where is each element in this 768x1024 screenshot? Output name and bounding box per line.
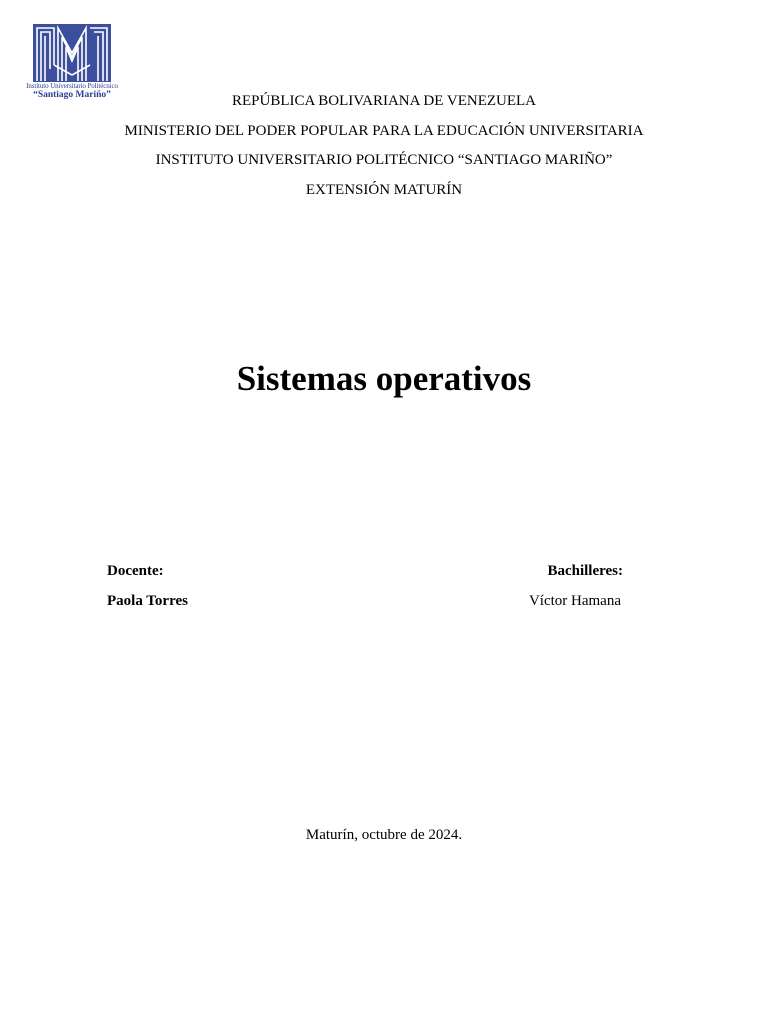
header-republic: REPÚBLICA BOLIVARIANA DE VENEZUELA xyxy=(231,93,537,109)
students-label: Bachilleres: xyxy=(547,563,623,579)
header-extension: EXTENSIÓN MATURÍN xyxy=(305,182,463,198)
logo-emblem xyxy=(24,23,120,83)
teacher-name: Paola Torres xyxy=(107,593,188,609)
student-name: Víctor Hamana xyxy=(528,593,621,609)
teacher-label: Docente: xyxy=(107,563,164,579)
logo-text-name: “Santiago Mariño” xyxy=(33,90,111,100)
place-date: Maturín, octubre de 2024. xyxy=(305,827,463,843)
header-institute: INSTITUTO UNIVERSITARIO POLITÉCNICO “SANTIAGO MARIÑO” xyxy=(155,152,613,168)
logo-text-institute: Instituto Universitario Politécnico xyxy=(26,82,118,90)
institution-logo xyxy=(24,23,120,103)
document-title: Sistemas operativos xyxy=(236,359,532,398)
header-ministry: MINISTERIO DEL PODER POPULAR PARA LA EDUCACIÓN UNIVERSITARIA xyxy=(124,123,644,139)
